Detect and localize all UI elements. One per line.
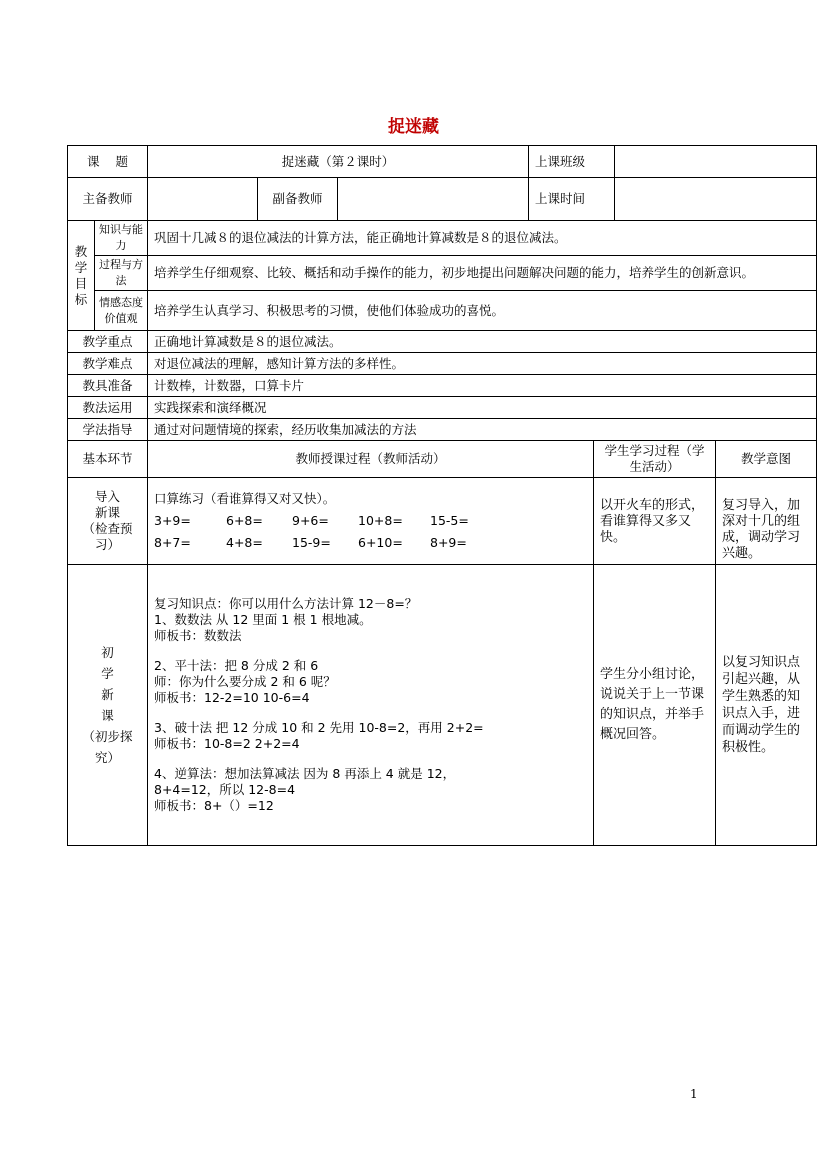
time-label: 上课时间 [529,178,615,221]
stage2-intent: 以复习知识点引起兴趣，从学生熟悉的知识点入手，进而调动学生的积极性。 [716,565,817,846]
class-value [615,146,817,178]
stage1-intent: 复习导入，加深对十几的组成，调动学习兴趣。 [716,478,817,565]
class-label: 上课班级 [529,146,615,178]
process-header-student: 学生学习过程（学生活动） [594,441,716,478]
assist-teacher-value [338,178,529,221]
row-label-key-point: 教学重点 [68,331,148,353]
goal-text-attitude: 培养学生认真学习、积极思考的习惯，使他们体验成功的喜悦。 [148,291,817,331]
stage2-teacher: 复习知识点：你可以用什么方法计算 12－8=？ 1、数数法 从 12 里面 1 根 1 根地减。 师板书：数数法 2、平十法：把 8 分成 2 和 6 师：你为什么要分成 2 和 6 呢？ 师板书：12-2=10 10-6=4 3、破十法 把 12 分成 10 和 2 先用 10-8=2，再用 2+2= 师板书：10-8=2 2+2=4 4、逆算法：想加法算减法 因为 8 再添上 4 就是 12， 8+4=12，所以 12-8=4 师板书：8+（）=12 [148,565,594,846]
process-header-stage: 基本环节 [68,441,148,478]
stage2-student: 学生分小组讨论，说说关于上一节课的知识点，并举手概况回答。 [594,565,716,846]
stage2-label: 初 学 新 课 （初步探 究） [68,565,148,846]
goal-label-knowledge: 知识与能力 [95,221,148,256]
goal-label-attitude: 情感态度价值观 [95,291,148,331]
row-text-difficulty: 对退位减法的理解，感知计算方法的多样性。 [148,353,817,375]
row-label-difficulty: 教学难点 [68,353,148,375]
stage1-teacher: 口算练习（看谁算得又对又快）。 3+9= 6+8= 9+6= 10+8= 15-5= 8+7= 4+8= 15-9= 6+10= 8+9= [148,478,594,565]
main-teacher-value [148,178,258,221]
page-number: 1 [690,1087,698,1101]
main-teacher-label: 主备教师 [68,178,148,221]
goal-text-process: 培养学生仔细观察、比较、概括和动手操作的能力，初步地提出问题解决问题的能力，培养学生的创新意识。 [148,256,817,291]
row-text-key-point: 正确地计算减数是８的退位减法。 [148,331,817,353]
process-header-intent: 教学意图 [716,441,817,478]
row-label-study-guide: 学法指导 [68,419,148,441]
goal-text-knowledge: 巩固十几减８的退位减法的计算方法，能正确地计算减数是８的退位减法。 [148,221,817,256]
goal-label-process: 过程与方法 [95,256,148,291]
document-title: 捉迷藏 [388,117,439,137]
row-text-materials: 计数棒，计数器，口算卡片 [148,375,817,397]
course-label: 课 题 [68,146,148,178]
row-label-method: 教法运用 [68,397,148,419]
goals-group-label: 教 学 目 标 [68,221,95,331]
course-value: 捉迷藏（第２课时） [148,146,529,178]
time-value [615,178,817,221]
assist-teacher-label: 副备教师 [258,178,338,221]
process-header-teacher: 教师授课过程（教师活动） [148,441,594,478]
lesson-plan-table [67,145,817,846]
stage1-label: 导入 新课 （检查预 习） [68,478,148,565]
row-text-method: 实践探索和演绎概况 [148,397,817,419]
row-text-study-guide: 通过对问题情境的探索，经历收集加减法的方法 [148,419,817,441]
row-label-materials: 教具准备 [68,375,148,397]
stage1-student: 以开火车的形式，看谁算得又多又快。 [594,478,716,565]
